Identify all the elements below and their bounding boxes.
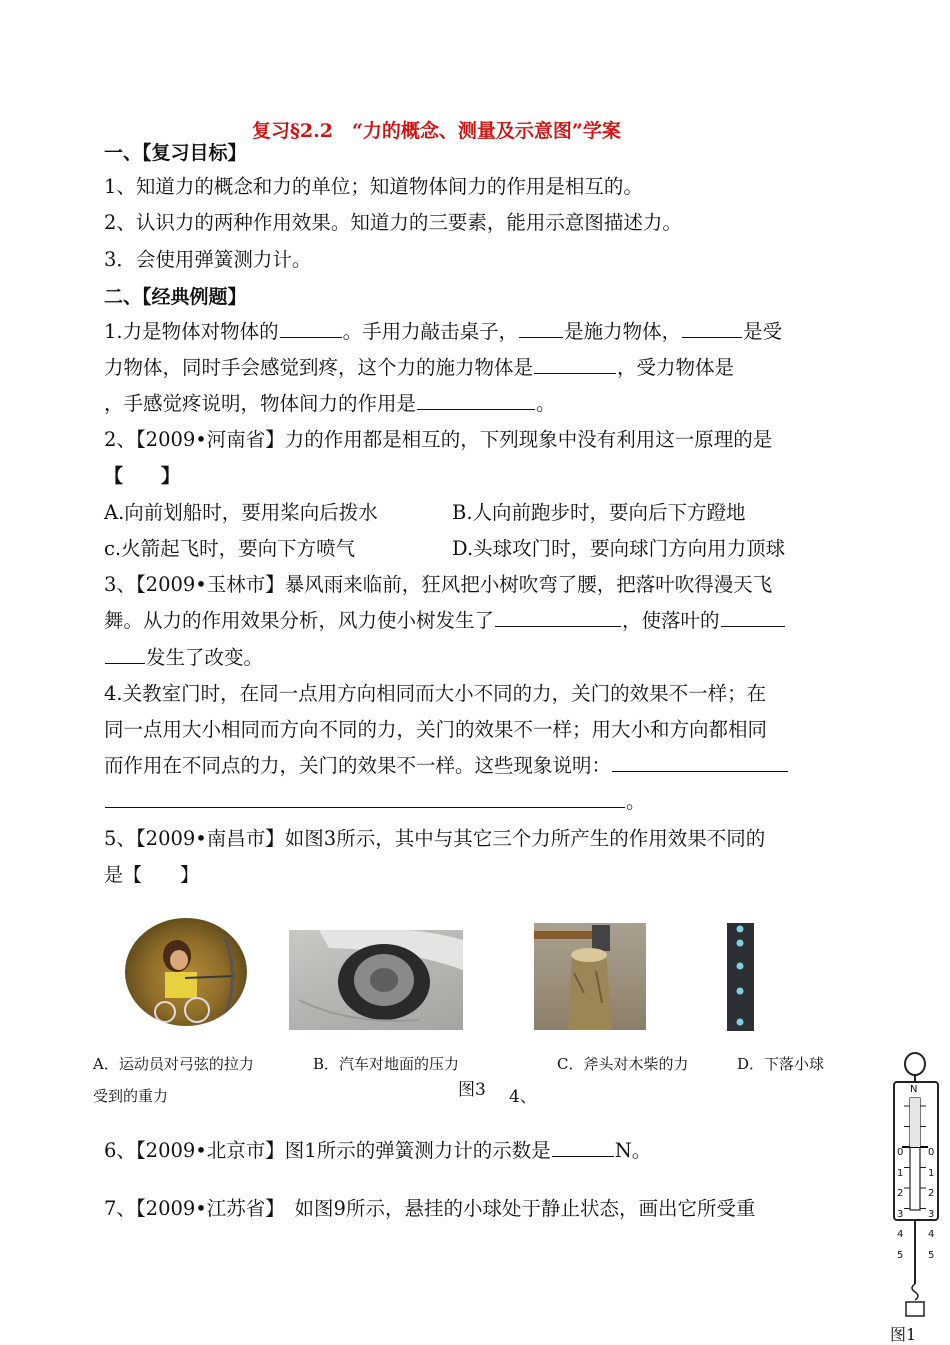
question-1-line-3 [104, 391, 556, 417]
question-2-stem: 2、【2009•河南省】力的作用都是相互的，下列现象中没有利用这一原理的是 [104, 428, 773, 451]
car-tire-photo [289, 930, 463, 1030]
q1-blank-2[interactable] [519, 319, 563, 338]
q1-blank-4[interactable] [534, 355, 616, 374]
q3-text-c: 发生了改变。 [146, 646, 264, 669]
q4-text-a: 而作用在不同点的力，关门的效果不一样。这些现象说明： [104, 754, 612, 777]
q1-text-f: ，受力物体是 [617, 356, 735, 379]
caption-a: A．运动员对弓弦的拉力 [93, 1055, 254, 1073]
stray-number: 4、 [509, 1087, 537, 1107]
q3-text-a: 舞。从力的作用效果分析，风力使小树发生了 [104, 609, 495, 632]
spring-coil [910, 1098, 920, 1147]
question-3-line-2 [104, 608, 786, 634]
question-4-line-1: 4.关教室门时，在同一点用方向相同而大小不同的力，关门的效果不一样；在 [104, 682, 767, 705]
q4-blank-1b[interactable] [105, 789, 625, 808]
section-heading-objectives: 一、【复习目标】 [104, 142, 247, 164]
question-5-line-2[interactable]: 是【 】 [104, 864, 200, 886]
caption-a-continued: 受到的重力 [93, 1087, 169, 1105]
question-3-line-3 [104, 645, 263, 671]
scale-tick-label: 0 [928, 1147, 935, 1158]
question-4-line-4 [104, 789, 646, 815]
q1-text-d: 是受 [743, 320, 783, 343]
q3-blank-1[interactable] [495, 608, 621, 627]
section-heading-examples: 二、【经典例题】 [104, 286, 247, 308]
caption-c: C．斧头对木柴的力 [557, 1055, 689, 1073]
figure-3-label: 图3 [458, 1080, 486, 1100]
scale-tick-label: 3 [897, 1208, 904, 1220]
q3-text-b: ，使落叶的 [622, 609, 720, 632]
q1-text-a: 1.力是物体对物体的 [104, 320, 279, 343]
question-5-line-1: 5、【2009•南昌市】如图3所示，其中与其它三个力所产生的作用效果不同的 [104, 827, 766, 850]
question-2-answer-bracket[interactable]: 【 】 [104, 465, 181, 487]
figure-1-label: 图1 [890, 1325, 917, 1344]
q4-blank-1a[interactable] [612, 753, 788, 772]
objective-3: 3．会使用弹簧测力计。 [104, 248, 312, 271]
scale-tick-label: 4 [928, 1229, 935, 1240]
q6-text-b: N。 [614, 1139, 652, 1162]
question-7: 7、【2009•江苏省】 如图9所示，悬挂的小球处于静止状态，画出它所受重 [104, 1197, 756, 1220]
q4-text-end: 。 [626, 790, 646, 813]
q1-blank-1[interactable] [280, 319, 342, 338]
question-2-option-d[interactable]: D.头球攻门时，要向球门方向用力顶球 [452, 537, 786, 560]
question-4-line-3 [104, 753, 789, 779]
q6-text-a: 6、【2009•北京市】图1所示的弹簧测力计的示数是 [104, 1139, 551, 1162]
question-4-line-2: 同一点用大小相同而方向不同的力，关门的效果不一样；用大小和方向都相同 [104, 718, 768, 741]
q1-text-e: 力物体，同时手会感觉到疼，这个力的施力物体是 [104, 356, 534, 379]
objective-1: 1、知道力的概念和力的单位；知道物体间力的作用是相互的。 [104, 175, 643, 198]
question-6 [104, 1138, 651, 1164]
q1-blank-5[interactable] [417, 391, 535, 410]
scale-tick-label: 5 [928, 1249, 935, 1261]
question-2-option-a[interactable]: A.向前划船时，要用桨向后拨水 [104, 501, 378, 524]
caption-b: B．汽车对地面的压力 [313, 1055, 460, 1073]
q1-text-c: 是施力物体， [564, 320, 682, 343]
scale-tick-label: 1 [897, 1167, 904, 1179]
q1-text-h: 。 [536, 392, 556, 415]
q1-blank-3[interactable] [682, 319, 742, 338]
scale-tick-label: 5 [897, 1249, 904, 1261]
q1-text-b: 。手用力敲击桌子， [342, 320, 519, 343]
question-3-line-1: 3、【2009•玉林市】暴风雨来临前，狂风把小树吹弯了腰，把落叶吹得漫天飞 [104, 573, 773, 596]
question-1-line-1 [104, 319, 782, 345]
spring-scale-figure [882, 1048, 942, 1318]
scale-tick-label: 2 [928, 1188, 935, 1199]
scale-unit-label: N [910, 1084, 918, 1095]
question-1-line-2 [104, 355, 734, 381]
scale-tick-label: 0 [897, 1147, 904, 1158]
falling-ball-photo [727, 923, 754, 1031]
scale-tick-label: 4 [897, 1229, 904, 1240]
q3-blank-2a[interactable] [721, 608, 785, 627]
q6-blank[interactable] [552, 1138, 614, 1157]
caption-d: D．下落小球 [737, 1055, 825, 1073]
question-2-option-b[interactable]: B.人向前跑步时，要向后下方蹬地 [452, 501, 746, 524]
document-title: 复习§2.2 “力的概念、测量及示意图”学案 [252, 120, 621, 142]
question-2-option-c[interactable]: c.火箭起飞时，要向下方喷气 [104, 537, 356, 560]
scale-tick-label: 1 [928, 1167, 935, 1179]
scale-tick-label: 3 [928, 1208, 935, 1220]
q1-text-g: ，手感觉疼说明，物体间力的作用是 [104, 392, 417, 415]
scale-tick-label: 2 [897, 1188, 904, 1199]
objective-2: 2、认识力的两种作用效果。知道力的三要素，能用示意图描述力。 [104, 211, 682, 234]
axe-wood-photo [534, 923, 646, 1030]
q3-blank-2b[interactable] [105, 645, 145, 664]
archer-photo [125, 918, 247, 1026]
